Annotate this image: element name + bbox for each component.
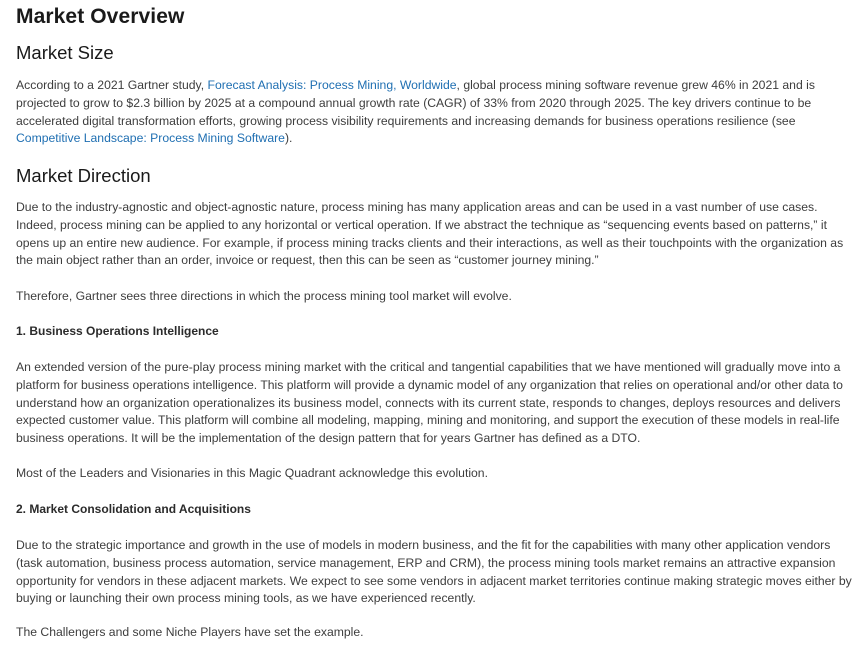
paragraph-text: According to a 2021 Gartner study,	[16, 78, 208, 92]
market-direction-paragraph-1: Due to the industry-agnostic and object-agnostic nature, process mining has many application areas and can be used in a vast number of use cases. Indeed, process mining can be applied to any horizontal or vertical operation. If we abstract the technique as “sequencing events based on patterns,” it opens up an entire new audience. For example, if process mining tracks clients and their interactions, as well as their touchpoints with the organization as the main object rather than an order, invoice or request, then this can be seen as “customer journey mining.”	[16, 200, 844, 268]
competitive-landscape-link[interactable]: Competitive Landscape: Process Mining Software	[16, 131, 285, 146]
subheading-business-operations-intelligence: 1. Business Operations Intelligence	[16, 324, 219, 338]
leaders-visionaries-paragraph: Most of the Leaders and Visionaries in this Magic Quadrant acknowledge this evolution.	[16, 466, 488, 480]
subheading-market-consolidation: 2. Market Consolidation and Acquisitions	[16, 502, 251, 516]
paragraph-text: , global process mining software revenue grew 46% in 2021 and is projected to grow to $2.3 billion by 2025 at a compound annual growth rate (CAGR) of 33% from 2020 through 2025. The key drivers continue to be accelerated digital transformation efforts, growing process visibility requirements and increasing demands for business operations resilience (see	[16, 78, 815, 128]
page-title: Market Overview	[16, 5, 185, 28]
market-consolidation-paragraph: Due to the strategic importance and growth in the use of models in modern business, and the fit for the capabilities with many other application vendors (task automation, business process automation, service management, ERP and CRM), the process mining tools market remains an attractive expansion opportunity for vendors in these adjacent markets. We expect to see some vendors in adjacent market territories continue making strategic moves either by buying or launching their own process mining tools, as we have experienced recently.	[16, 538, 852, 606]
business-operations-paragraph: An extended version of the pure-play process mining market with the critical and tangential capabilities that we have mentioned will gradually move into a platform for business operations intelligence. This platform will provide a dynamic model of any organization that relies on operational and/or other data to understand how an organization operationalizes its business model, connects with its current state, responds to changes, deploys resources and delivers expected customer value. This platform will combine all modeling, mapping, mining and monitoring, and support the execution of these models in real-life business operations. It will be the implementation of the design pattern that for years Gartner has defined as a DTO.	[16, 360, 843, 446]
market-size-paragraph	[16, 77, 852, 148]
section-heading-market-direction: Market Direction	[16, 165, 151, 186]
forecast-analysis-link[interactable]: Forecast Analysis: Process Mining, Worldwide	[207, 78, 457, 92]
section-heading-market-size: Market Size	[16, 42, 114, 63]
market-direction-paragraph-2: Therefore, Gartner sees three directions in which the process mining tool market will evolve.	[16, 289, 512, 303]
challengers-paragraph: The Challengers and some Niche Players have set the example.	[16, 625, 364, 639]
paragraph-text: ).	[284, 131, 293, 146]
